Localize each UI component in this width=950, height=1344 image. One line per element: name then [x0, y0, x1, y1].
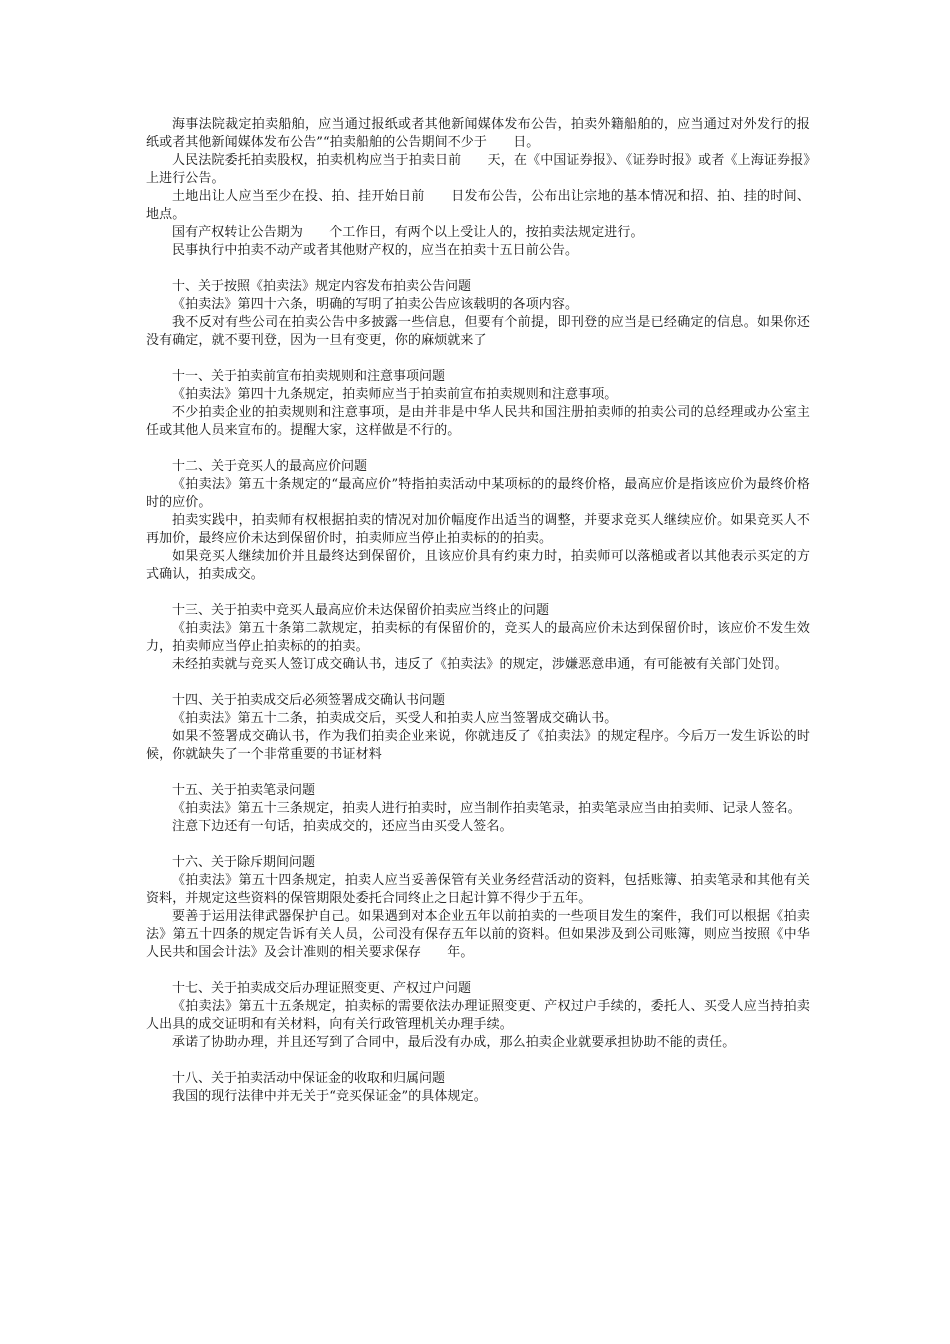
section-heading-11: 十一、关于拍卖前宣布拍卖规则和注意事项问题: [172, 369, 446, 384]
section-heading-14: 十四、关于拍卖成交后必须签署成交确认书问题: [172, 693, 446, 708]
section-heading-12: 十二、关于竞买人的最高应价问题: [172, 459, 368, 474]
intro-paragraph-equity: 人民法院委托拍卖股权，拍卖机构应当于拍卖日前 天，在《中国证券报》、《证券时报》或者《上海证券报》上进行公告。: [146, 153, 810, 186]
section-15-paragraph: 注意下边还有一句话，拍卖成交的，还应当由买受人签名。: [172, 819, 513, 834]
spacer: [146, 674, 810, 692]
section-18-paragraph: 我国的现行法律中并无关于“竞买保证金”的具体规定。: [172, 1089, 487, 1104]
intro-paragraph-maritime: 海事法院裁定拍卖船舶，应当通过报纸或者其他新闻媒体发布公告，拍卖外籍船舶的，应当通过对外发行的报纸或者其他新闻媒体发布公告”“拍卖船舶的公告期间不少于 日。: [146, 117, 810, 150]
section-heading-18: 十八、关于拍卖活动中保证金的收取和归属问题: [172, 1071, 446, 1086]
spacer: [146, 962, 810, 980]
intro-paragraph-land: 土地出让人应当至少在投、拍、挂开始日前 日发布公告，公布出让宗地的基本情况和招、拍、挂的时间、地点。: [146, 189, 810, 222]
section-11-paragraph: 《拍卖法》第四十九条规定，拍卖师应当于拍卖前宣布拍卖规则和注意事项。: [172, 387, 618, 402]
intro-paragraph-civil-execution: 民事执行中拍卖不动产或者其他财产权的，应当在拍卖十五日前公告。: [172, 243, 579, 258]
section-10-paragraph: 我不反对有些公司在拍卖公告中多披露一些信息，但要有个前提，即刊登的应当是已经确定的信息。如果你还没有确定，就不要刊登，因为一旦有变更，你的麻烦就来了: [146, 315, 810, 348]
section-17-paragraph: 承诺了协助办理，并且还写到了合同中，最后没有办成，那么拍卖企业就要承担协助不能的责任。: [172, 1035, 736, 1050]
section-heading-13: 十三、关于拍卖中竞买人最高应价未达保留价拍卖应当终止的问题: [172, 603, 550, 618]
section-10-paragraph: 《拍卖法》第四十六条，明确的写明了拍卖公告应该载明的各项内容。: [172, 297, 579, 312]
section-12-paragraph: 拍卖实践中，拍卖师有权根据拍卖的情况对加价幅度作出适当的调整，并要求竞买人继续应价。如果竞买人不再加价，最终应价未达到保留价时，拍卖师应当停止拍卖标的的拍卖。: [146, 513, 810, 546]
section-16-paragraph: 要善于运用法律武器保护自己。如果遇到对本企业五年以前拍卖的一些项目发生的案件，我们可以根据《拍卖法》第五十四条的规定告诉有关人员，公司没有保存五年以前的资料。但如果涉及到公司账簿，则应当按照《中华人民共和国会计法》及会计准则的相关要求保存 年。: [146, 909, 810, 960]
section-14-paragraph: 如果不签署成交确认书，作为我们拍卖企业来说，你就违反了《拍卖法》的规定程序。今后万一发生诉讼的时候，你就缺失了一个非常重要的书证材料: [146, 729, 810, 762]
spacer: [146, 350, 810, 368]
section-heading-16: 十六、关于除斥期间问题: [172, 855, 316, 870]
document-page: [146, 116, 810, 1106]
section-13-paragraph: 《拍卖法》第五十条第二款规定，拍卖标的有保留价的，竞买人的最高应价未达到保留价时，该应价不发生效力，拍卖师应当停止拍卖标的的拍卖。: [146, 621, 810, 654]
spacer: [146, 1052, 810, 1070]
spacer: [146, 440, 810, 458]
intro-paragraph-state-property: 国有产权转让公告期为 个工作日，有两个以上受让人的，按拍卖法规定进行。: [172, 225, 644, 240]
section-14-paragraph: 《拍卖法》第五十二条，拍卖成交后，买受人和拍卖人应当签署成交确认书。: [172, 711, 618, 726]
section-12-paragraph: 如果竞买人继续加价并且最终达到保留价，且该应价具有约束力时，拍卖师可以落槌或者以其他表示买定的方式确认，拍卖成交。: [146, 549, 810, 582]
section-13-paragraph: 未经拍卖就与竞买人签订成交确认书，违反了《拍卖法》的规定，涉嫌恶意串通，有可能被有关部门处罚。: [172, 657, 788, 672]
section-16-paragraph: 《拍卖法》第五十四条规定，拍卖人应当妥善保管有关业务经营活动的资料，包括账簿、拍卖笔录和其他有关资料，并规定这些资料的保管期限处委托合同终止之日起计算不得少于五年。: [146, 873, 810, 906]
section-11-paragraph: 不少拍卖企业的拍卖规则和注意事项，是由并非是中华人民共和国注册拍卖师的拍卖公司的总经理或办公室主任或其他人员来宣布的。提醒大家，这样做是不行的。: [146, 405, 810, 438]
spacer: [146, 836, 810, 854]
section-heading-17: 十七、关于拍卖成交后办理证照变更、产权过户问题: [172, 981, 472, 996]
section-15-paragraph: 《拍卖法》第五十三条规定，拍卖人进行拍卖时，应当制作拍卖笔录，拍卖笔录应当由拍卖师、记录人签名。: [172, 801, 801, 816]
spacer: [146, 260, 810, 278]
section-12-paragraph: 《拍卖法》第五十条规定的“最高应价”特指拍卖活动中某项标的的最终价格，最高应价是指该应价为最终价格时的应价。: [146, 477, 810, 510]
section-heading-10: 十、关于按照《拍卖法》规定内容发布拍卖公告问题: [172, 279, 472, 294]
spacer: [146, 764, 810, 782]
spacer: [146, 584, 810, 602]
section-17-paragraph: 《拍卖法》第五十五条规定，拍卖标的需要依法办理证照变更、产权过户手续的，委托人、买受人应当持拍卖人出具的成交证明和有关材料，向有关行政管理机关办理手续。: [146, 999, 810, 1032]
section-heading-15: 十五、关于拍卖笔录问题: [172, 783, 316, 798]
